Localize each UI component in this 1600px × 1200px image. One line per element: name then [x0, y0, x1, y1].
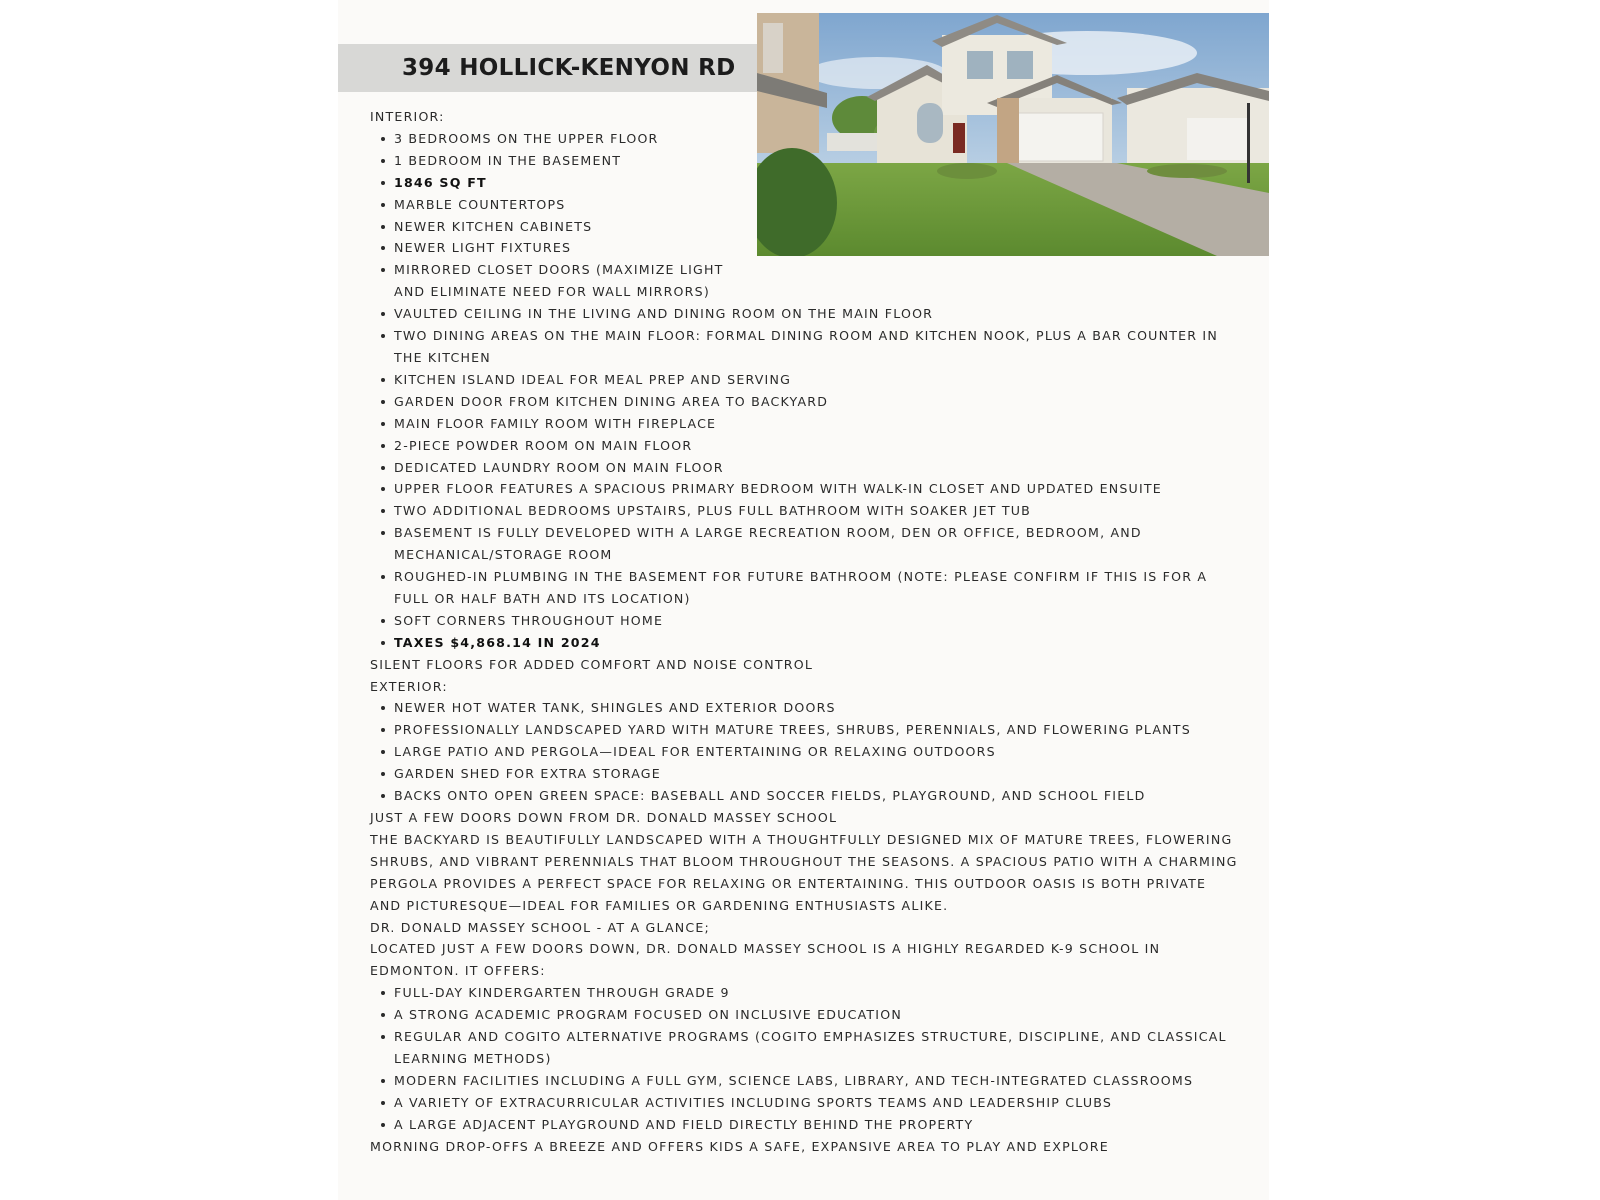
list-item: GARDEN SHED FOR EXTRA STORAGE: [394, 763, 1240, 785]
list-item: GARDEN DOOR FROM KITCHEN DINING AREA TO BACKYARD: [394, 391, 1240, 413]
list-item: TAXES $4,868.14 IN 2024: [394, 632, 1240, 654]
list-item: SOFT CORNERS THROUGHOUT HOME: [394, 610, 1240, 632]
list-item: A VARIETY OF EXTRACURRICULAR ACTIVITIES INCLUDING SPORTS TEAMS AND LEADERSHIP CLUBS: [394, 1092, 1240, 1114]
list-item: PROFESSIONALLY LANDSCAPED YARD WITH MATURE TREES, SHRUBS, PERENNIALS, AND FLOWERING PLANTS: [394, 719, 1240, 741]
list-item: MIRRORED CLOSET DOORS (MAXIMIZE LIGHT AND ELIMINATE NEED FOR WALL MIRRORS): [394, 259, 739, 303]
list-item: LARGE PATIO AND PERGOLA—IDEAL FOR ENTERTAINING OR RELAXING OUTDOORS: [394, 741, 1240, 763]
interior-heading: INTERIOR:: [370, 109, 445, 124]
list-item: 1 BEDROOM IN THE BASEMENT: [394, 150, 1240, 172]
title-band: [338, 44, 758, 92]
list-item: TWO ADDITIONAL BEDROOMS UPSTAIRS, PLUS FULL BATHROOM WITH SOAKER JET TUB: [394, 500, 1240, 522]
list-item: REGULAR AND COGITO ALTERNATIVE PROGRAMS (COGITO EMPHASIZES STRUCTURE, DISCIPLINE, AND CLASSICAL LEARNING METHODS): [394, 1026, 1240, 1070]
list-item: NEWER HOT WATER TANK, SHINGLES AND EXTERIOR DOORS: [394, 697, 1240, 719]
list-item: 1846 SQ FT: [394, 172, 1240, 194]
school-closing: MORNING DROP-OFFS A BREEZE AND OFFERS KIDS A SAFE, EXPANSIVE AREA TO PLAY AND EXPLORE: [370, 1138, 1109, 1154]
list-item: UPPER FLOOR FEATURES A SPACIOUS PRIMARY BEDROOM WITH WALK-IN CLOSET AND UPDATED ENSUITE: [394, 478, 1240, 500]
exterior-heading: EXTERIOR:: [370, 678, 448, 694]
school-near-line: JUST A FEW DOORS DOWN FROM DR. DONALD MASSEY SCHOOL: [370, 810, 838, 825]
list-item: ROUGHED-IN PLUMBING IN THE BASEMENT FOR FUTURE BATHROOM (NOTE: PLEASE CONFIRM IF THIS IS FOR A FULL OR HALF BATH AND ITS LOCATION): [394, 566, 1240, 610]
list-item: MARBLE COUNTERTOPS: [394, 194, 1240, 216]
list-item: MAIN FLOOR FAMILY ROOM WITH FIREPLACE: [394, 413, 1240, 435]
list-item: BASEMENT IS FULLY DEVELOPED WITH A LARGE RECREATION ROOM, DEN OR OFFICE, BEDROOM, AND MECHANICAL/STORAGE ROOM: [394, 522, 1240, 566]
list-item: TWO DINING AREAS ON THE MAIN FLOOR: FORMAL DINING ROOM AND KITCHEN NOOK, PLUS A BAR COUNTER IN THE KITCHEN: [394, 325, 1240, 369]
exterior-list: [370, 697, 1240, 807]
list-item: 3 BEDROOMS ON THE UPPER FLOOR: [394, 128, 1240, 150]
list-item: VAULTED CEILING IN THE LIVING AND DINING ROOM ON THE MAIN FLOOR: [394, 303, 1240, 325]
interior-list: [370, 128, 1240, 654]
list-item: A LARGE ADJACENT PLAYGROUND AND FIELD DIRECTLY BEHIND THE PROPERTY: [394, 1114, 1240, 1136]
list-item: MODERN FACILITIES INCLUDING A FULL GYM, SCIENCE LABS, LIBRARY, AND TECH-INTEGRATED CLASSROOMS: [394, 1070, 1240, 1092]
listing-sheet: [338, 0, 1269, 1200]
list-item: FULL-DAY KINDERGARTEN THROUGH GRADE 9: [394, 982, 1240, 1004]
list-item: A STRONG ACADEMIC PROGRAM FOCUSED ON INCLUSIVE EDUCATION: [394, 1004, 1240, 1026]
silent-floors-line: SILENT FLOORS FOR ADDED COMFORT AND NOISE CONTROL: [370, 656, 814, 672]
list-item: NEWER LIGHT FIXTURES: [394, 237, 1240, 259]
list-item: BACKS ONTO OPEN GREEN SPACE: BASEBALL AND SOCCER FIELDS, PLAYGROUND, AND SCHOOL FIELD: [394, 785, 1240, 807]
list-item: NEWER KITCHEN CABINETS: [394, 216, 1240, 238]
school-heading: DR. DONALD MASSEY SCHOOL - AT A GLANCE;: [370, 919, 710, 935]
list-item: KITCHEN ISLAND IDEAL FOR MEAL PREP AND SERVING: [394, 369, 1240, 391]
school-list: [370, 982, 1240, 1135]
school-intro: LOCATED JUST A FEW DOORS DOWN, DR. DONALD MASSEY SCHOOL IS A HIGHLY REGARDED K-9 SCHOOL IN EDMONTON. IT OFFERS:: [370, 941, 1161, 979]
list-item: 2-PIECE POWDER ROOM ON MAIN FLOOR: [394, 435, 1240, 457]
backyard-paragraph: THE BACKYARD IS BEAUTIFULLY LANDSCAPED WITH A THOUGHTFULLY DESIGNED MIX OF MATURE TREES, FLOWERING SHRUBS, AND VIBRANT PERENNIALS THAT BLOOM THROUGHOUT THE SEASONS. A SPACIOUS PATIO WITH A CHARMING PERGOLA PROVIDES A PERFECT SPACE FOR RELAXING OR ENTERTAINING. THIS OUTDOOR OASIS IS BOTH PRIVATE AND PICTURESQUE—IDEAL FOR FAMILIES OR GARDENING ENTHUSIASTS ALIKE.: [370, 831, 1238, 913]
list-item: DEDICATED LAUNDRY ROOM ON MAIN FLOOR: [394, 457, 1240, 479]
page-title: 394 HOLLICK-KENYON RD: [402, 55, 736, 81]
listing-details: [370, 106, 1240, 1158]
